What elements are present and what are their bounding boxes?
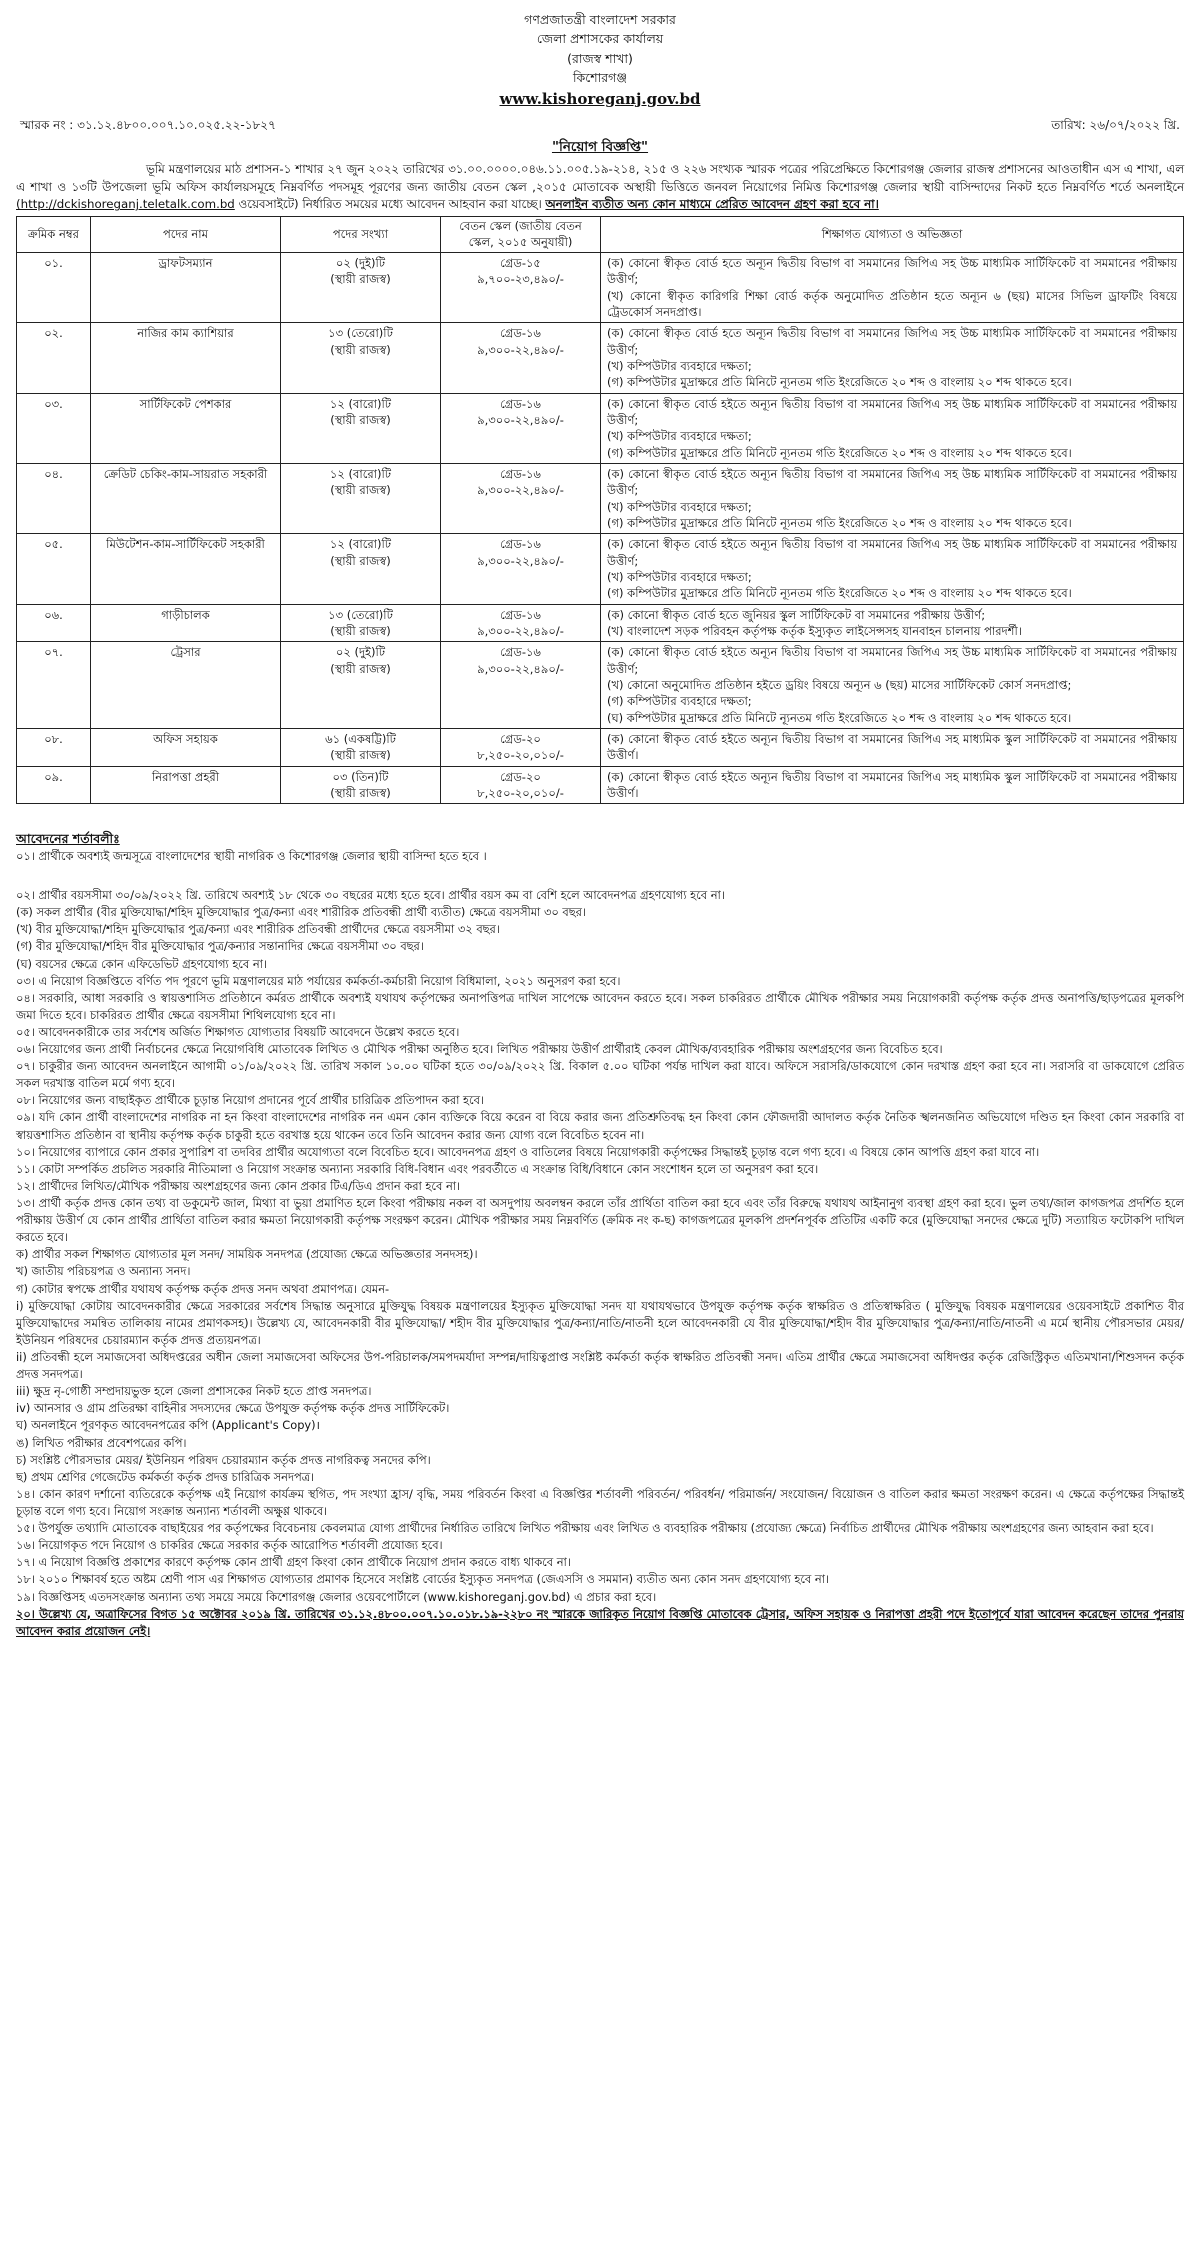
qualification-line: (খ) কম্পিউটার ব্যবহারে দক্ষতা; [607, 499, 752, 514]
qualification-line: (ক) কোনো স্বীকৃত বোর্ড হইতে অন্যূন দ্বিতীয় বিভাগ বা সমমানের জিপিএ সহ উচ্চ মাধ্যমিক সার্টিফিকেট বা সমমানের পরীক্ষায় উত্তীর্ণ; [607, 466, 1177, 498]
post-count-type: (স্থায়ী রাজস্ব) [330, 661, 391, 676]
qualification-line: (গ) কম্পিউটার মুদ্রাক্ষরে প্রতি মিনিটে ন্যূনতম গতি ইংরেজিতে ২০ শব্দ ও বাংলায় ২০ শব্দ থাকতে হবে। [607, 586, 1072, 601]
cell-qualification [601, 534, 1184, 604]
serial-text: ০৪. [44, 466, 63, 481]
cell-scale [441, 642, 601, 729]
serial-text: ০৯. [44, 769, 63, 784]
cell-serial [17, 642, 91, 729]
cell-serial [17, 728, 91, 766]
pay-scale: ৯,৩০০-২২,৪৯০/- [477, 342, 564, 357]
pay-grade: গ্রেড-১৬ [500, 537, 541, 552]
condition-item: গ) কোটার স্বপক্ষে প্রার্থীর যথাযথ কর্তৃপক্ষ কর্তৃক প্রদত্ত সনদ অথবা প্রমাণপত্র। যেমন- [16, 1281, 390, 1296]
cell-post [91, 393, 281, 463]
condition-item: (খ) বীর মুক্তিযোদ্ধা/শহিদ মুক্তিযোদ্ধার পুত্র/কন্যা এবং শারীরিক প্রতিবন্ধী প্রার্থীদের ক্ষেত্রে বয়সসীমা ৩২ বছর। [16, 922, 500, 937]
post-name: সার্টিফিকেট পেশকার [139, 396, 232, 411]
qualification-line: (ক) কোনো স্বীকৃত বোর্ড হইতে অন্যূন দ্বিতীয় বিভাগ বা সমমানের জিপিএ সহ উচ্চ মাধ্যমিক সার্টিফিকেট বা সমমানের পরীক্ষায় উত্তীর্ণ; [607, 396, 1177, 427]
post-name: ট্রেসার [170, 645, 201, 660]
letterhead [16, 10, 1184, 111]
qualification-line: (খ) কোনো অনুমোদিত প্রতিষ্ঠান হইতে ড্রয়িং বিষয়ে অন্যূন ৬ (ছয়) মাসের সার্টিফিকেট কোর্স সনদপ্রাপ্ত; [607, 677, 1072, 692]
qualification-line: (ক) কোনো স্বীকৃত বোর্ড হতে জুনিয়র স্কুল সার্টিফিকেট বা সমমানের পরীক্ষায় উত্তীর্ণ; [607, 607, 986, 622]
condition-item: (ঘ) বয়সের ক্ষেত্রে কোন এফিডেভিট গ্রহণযোগ্য হবে না। [16, 956, 268, 971]
cell-serial [17, 766, 91, 804]
cell-count [281, 393, 441, 463]
condition-item: ছ) প্রথম শ্রেণির গেজেটেড কর্মকর্তা কর্তৃক প্রদত্ত চারিত্রিক সনদপত্র। [16, 1469, 315, 1484]
table-row [17, 253, 1184, 323]
cell-serial [17, 323, 91, 393]
website-link[interactable]: www.kishoreganj.gov.bd [499, 89, 701, 108]
intro-paragraph [16, 161, 1184, 214]
table-row [17, 463, 1184, 533]
posts-table [16, 216, 1184, 804]
header-qualification: শিক্ষাগত যোগ্যতা ও অভিজ্ঞতা [601, 217, 1184, 253]
qualification-line: (খ) কোনো স্বীকৃত কারিগরি শিক্ষা বোর্ড কর্তৃক অনুমোদিত প্রতিষ্ঠান হতে অন্যূন ৬ (ছয়) মাসের সিভিল ড্রাফটিং বিষয়ে ট্রেডকোর্স সনদপ্রাপ্ত। [607, 288, 1177, 320]
table-row [17, 534, 1184, 604]
header-count: পদের সংখ্যা [281, 217, 441, 253]
condition-items [16, 887, 1184, 1606]
serial-text: ০৮. [44, 731, 63, 746]
post-count: ০২ (দুই)টি [335, 645, 386, 660]
pay-grade: গ্রেড-২০ [500, 731, 541, 746]
post-count: ১২ (বারো)টি [329, 396, 392, 411]
condition-item: ১২। প্রার্থীদের লিখিত/মৌখিক পরীক্ষায় অংশগ্রহণের জন্য কোন প্রকার টিএ/ডিএ প্রদান করা হবে না। [16, 1178, 461, 1193]
cell-count [281, 463, 441, 533]
post-name: নাজির কাম ক্যাশিয়ার [137, 326, 234, 341]
table-row [17, 323, 1184, 393]
pay-grade: গ্রেড-১৬ [500, 396, 541, 411]
cell-scale [441, 604, 601, 642]
header-serial: ক্রমিক নম্বর [17, 217, 91, 253]
cell-serial [17, 463, 91, 533]
cell-post [91, 604, 281, 642]
condition-item: ০৯। যদি কোন প্রার্থী বাংলাদেশের নাগরিক না হন কিংবা বাংলাদেশের নাগরিক নন এমন কোন ব্যক্তিকে বিয়ে করেন বা বিয়ে করার জন্য প্রতিশ্রুতিবদ্ধ হন কিংবা কোন ফৌজদারী আদালত কর্তৃক নৈতিক স্খলনজনিত অভিযোগে দণ্ডিত হন কিংবা কোন সরকারি বা স্বায়ত্তশাসিত প্রতিষ্ঠান বা স্থানীয় কর্তৃপক্ষ কর্তৃক চাকুরী হতে বরখাস্ত হয়ে থাকেন তবে তিনি আবেদন করার জন্য যোগ্য বলে বিবেচিত হবেন না। [16, 1110, 1184, 1142]
table-row [17, 604, 1184, 642]
cell-scale [441, 534, 601, 604]
post-count: ৬১ (একষট্টি)টি [325, 731, 396, 746]
qualification-line: (গ) কম্পিউটার ব্যবহারে দক্ষতা; [607, 694, 752, 709]
cell-serial [17, 393, 91, 463]
cell-post [91, 323, 281, 393]
pay-scale: ৮,২৫০-২০,০১০/- [477, 785, 564, 800]
post-name: নিরাপত্তা প্রহরী [151, 769, 220, 784]
pay-scale: ৮,২৫০-২০,০১০/- [477, 748, 564, 763]
condition-item: ০৫। আবেদনকারীকে তার সর্বশেষ অর্জিত শিক্ষাগত যোগ্যতার বিষয়টি আবেদনে উল্লেখ করতে হবে। [16, 1024, 460, 1039]
cell-scale [441, 323, 601, 393]
post-count: ১৩ (তেরো)টি [328, 607, 393, 622]
condition-item: ০৭। চাকুরীর জন্য আবেদন অনলাইনে আগামী ০১/০৯/২০২২ খ্রি. তারিখ সকাল ১০.০০ ঘটিকা হতে ৩০/০৯/২০২২ খ্রি. বিকাল ৫.০০ ঘটিকা পর্যন্ত দাখিল করা যাবে। অফিসে সরাসরি/ডাকযোগে কোন দরখাস্ত গ্রহণ করা হবে না। সরাসরি বা ডাকযোগে প্রেরিত সকল দরখাস্ত বাতিল মর্মে গণ্য হবে। [16, 1059, 1184, 1091]
condition-item: ০৩। এ নিয়োগ বিজ্ঞপ্তিতে বর্ণিত পদ পূরণে ভূমি মন্ত্রণালয়ের মাঠ পর্যায়ের কর্মকর্তা-কর্মচারী নিয়োগ বিধিমালা, ২০২১ অনুসরণ করা হবে। [16, 973, 621, 988]
pay-grade: গ্রেড-১৬ [500, 326, 541, 341]
condition-item: খ) জাতীয় পরিচয়পত্র ও অন্যান্য সনদ। [16, 1264, 191, 1279]
qualification-line: (খ) কম্পিউটার ব্যবহারে দক্ষতা; [607, 429, 752, 444]
cell-qualification [601, 728, 1184, 766]
conditions-list [16, 848, 1184, 1640]
cell-scale [441, 766, 601, 804]
condition-last: ২০। উল্লেখ্য যে, অত্রাফিসের বিগত ১৫ অক্টোবর ২০১৯ খ্রি. তারিখের ৩১.১২.৪৮০০.০০৭.১০.০১৮.১৯-২২৮০ নং স্মারকে জারিকৃত নিয়োগ বিজ্ঞপ্তি মোতাবেক ট্রেসার, অফিস সহায়ক ও নিরাপত্তা প্রহরী পদে ইতোপূর্বে যারা আবেদন করেছেন তাদের পুনরায় আবেদন করার প্রয়োজন নেই। [16, 1606, 1184, 1638]
cell-post [91, 534, 281, 604]
qualification-line: (খ) কম্পিউটার ব্যবহারে দক্ষতা; [607, 569, 752, 584]
condition-item: ঘ) অনলাইনে পূরণকৃত আবেদনপত্রের কপি (Applicant's Copy)। [16, 1418, 320, 1433]
cell-post [91, 728, 281, 766]
cell-scale [441, 728, 601, 766]
qualification-line: (খ) বাংলাদেশ সড়ক পরিবহন কর্তৃপক্ষ কর্তৃক ইস্যুকৃত লাইসেন্সসহ যানবাহন চালনায় পারদর্শী। [607, 623, 1022, 638]
post-count: ১৩ (তেরো)টি [328, 326, 393, 341]
intro-after-link: ওয়েবসাইটে) নির্ধারিত সময়ের মধ্যে আবেদন আহবান করা যাচ্ছে। [234, 197, 546, 212]
post-count-type: (স্থায়ী রাজস্ব) [330, 412, 391, 427]
cell-count [281, 728, 441, 766]
post-name: গাড়ীচালক [161, 607, 210, 622]
pay-grade: গ্রেড-২০ [500, 769, 541, 784]
table-row [17, 642, 1184, 729]
post-count: ১২ (বারো)টি [329, 537, 392, 552]
post-count: ০২ (দুই)টি [335, 256, 386, 271]
section-name: (রাজস্ব শাখা) [567, 50, 633, 66]
memo-row [16, 117, 1184, 134]
cell-serial [17, 253, 91, 323]
post-count-type: (স্থায়ী রাজস্ব) [330, 623, 391, 638]
pay-scale: ৯,৩০০-২২,৪৯০/- [477, 661, 564, 676]
qualification-line: (ক) কোনো স্বীকৃত বোর্ড হইতে অন্যূন দ্বিতীয় বিভাগ বা সমমানের জিপিএ সহ উচ্চ মাধ্যমিক সার্টিফিকেট বা সমমানের পরীক্ষায় উত্তীর্ণ; [607, 645, 1177, 676]
table-header-row [17, 217, 1184, 253]
cell-qualification [601, 253, 1184, 323]
condition-item: iv) আনসার ও গ্রাম প্রতিরক্ষা বাহিনীর সদস্যদের ক্ষেত্রে উপযুক্ত কর্তৃপক্ষ কর্তৃক প্রদত্ত সার্টিফিকেট। [16, 1401, 450, 1416]
post-count: ০৩ (তিন)টি [332, 769, 389, 784]
cell-post [91, 642, 281, 729]
condition-item: ঙ) লিখিত পরীক্ষার প্রবেশপত্রের কপি। [16, 1435, 187, 1450]
condition-item: (ক) সকল প্রার্থীর (বীর মুক্তিযোদ্ধা/শহিদ মুক্তিযোদ্ধার পুত্র/কন্যা এবং শারীরিক প্রতিবন্ধী প্রার্থী ব্যতীত) ক্ষেত্রে বয়সসীমা ৩০ বছর। [16, 905, 586, 920]
condition-item: ১০। নিয়োগের ব্যাপারে কোন প্রকার সুপারিশ বা তদবির প্রার্থীর অযোগ্যতা বলে বিবেচিত হবে। আবেদনপত্র গ্রহণ ও বাতিলের বিষয়ে নিয়োগকারী কর্তৃপক্ষের সিদ্ধান্তই চূড়ান্ত বলে গণ্য হবে। এ বিষয়ে কোন আপত্তি গ্রহণ করা যাবে না। [16, 1144, 1040, 1159]
pay-scale: ৯,৭০০-২৩,৪৯০/- [477, 272, 564, 287]
memo-date: তারিখ: ২৬/০৭/২০২২ খ্রি. [1051, 117, 1180, 132]
teletalk-link[interactable]: (http://dckishoreganj.teletalk.com.bd [16, 197, 235, 212]
condition-item: চ) সংশ্লিষ্ট পৌরসভার মেয়র/ ইউনিয়ন পরিষদ চেয়ারম্যান কর্তৃক প্রদত্ত নাগরিকত্ব সনদের কপি। [16, 1452, 431, 1467]
post-name: ক্রেডিট চেকিং-কাম-সায়রাত সহকারী [103, 466, 268, 481]
serial-text: ০৭. [44, 645, 63, 660]
condition-item: i) মুক্তিযোদ্ধা কোটায় আবেদনকারীর ক্ষেত্রে সরকারের সর্বশেষ সিদ্ধান্ত অনুসারে মুক্তিযুদ্ধ বিষয়ক মন্ত্রণালয়ের ইস্যুকৃত মুক্তিযোদ্ধা সনদ যা যথাযথভাবে উপযুক্ত কর্তৃপক্ষ কর্তৃক স্বাক্ষরিত ও প্রতিস্বাক্ষরিত ( মুক্তিযুদ্ধ বিষয়ক মন্ত্রণালয়ের ওয়েবসাইটে প্রকাশিত বীর মুক্তিযোদ্ধাদের সমন্বিত তালিকায় নামের প্রমাণকসহ)। উল্লেখ্য যে, আবেদনকারী বীর মুক্তিযোদ্ধা/ শহীদ বীর মুক্তিযোদ্ধার পুত্র/কন্যা/নাতি/নাতনী হলে আবেদনকারী যে বীর মুক্তিযোদ্ধা/শহীদ বীর মুক্তিযোদ্ধার পুত্র/কন্যা/নাতি/নাতনী এ মর্মে স্থানীয় পৌরসভার মেয়র/ইউনিয়ন পরিষদের চেয়ারম্যান কর্তৃক প্রদত্ত প্রত্যয়নপত্র। [16, 1298, 1184, 1347]
post-count-type: (স্থায়ী রাজস্ব) [330, 553, 391, 568]
cell-post [91, 766, 281, 804]
cell-count [281, 766, 441, 804]
cell-scale [441, 393, 601, 463]
post-count-type: (স্থায়ী রাজস্ব) [330, 748, 391, 763]
condition-item: ০৮। নিয়োগের জন্য বাছাইকৃত প্রার্থীকে চূড়ান্ত নিয়োগ প্রদানের পূর্বে প্রার্থীর চারিত্রিক প্রতিপাদন করা হবে। [16, 1093, 485, 1108]
condition-item: ০৬। নিয়োগের জন্য প্রার্থী নির্বাচনের ক্ষেত্রে নিয়োগবিধি মোতাবেক লিখিত ও মৌখিক পরীক্ষা অনুষ্ঠিত হবে। লিখিত পরীক্ষায় উত্তীর্ণ প্রার্থীরাই কেবল মৌখিক/ব্যবহারিক পরীক্ষায় অংশগ্রহণের জন্য বিবেচিত হবে। [16, 1042, 943, 1057]
cell-count [281, 534, 441, 604]
govt-name: গণপ্রজাতন্ত্রী বাংলাদেশ সরকার [524, 12, 676, 27]
qualification-line: (ক) কোনো স্বীকৃত বোর্ড হইতে অন্যূন দ্বিতীয় বিভাগ বা সমমানের জিপিএ সহ মাধ্যমিক স্কুল সার্টিফিকেট বা সমমানের পরীক্ষায় উত্তীর্ণ। [607, 731, 1177, 763]
cell-count [281, 323, 441, 393]
condition-item: ০২। প্রার্থীর বয়সসীমা ৩০/০৯/২০২২ খ্রি. তারিখে অবশ্যই ১৮ থেকে ৩০ বছরের মধ্যে হতে হবে। প্রার্থীর বয়স কম বা বেশি হলে আবেদনপত্র গ্রহণযোগ্য হবে না। [16, 888, 725, 903]
office-name: জেলা প্রশাসকের কার্যালয় [536, 31, 664, 47]
post-count-type: (স্থায়ী রাজস্ব) [330, 785, 391, 800]
online-only-warning: অনলাইন ব্যতীত অন্য কোন মাধ্যমে প্রেরিত আবেদন গ্রহণ করা হবে না। [545, 197, 879, 212]
condition-item: ১৩। প্রার্থী কর্তৃক প্রদত্ত কোন তথ্য বা ডকুমেন্ট জাল, মিথ্যা বা ভুয়া প্রমাণিত হলে কিংবা পরীক্ষায় নকল বা অসদুপায় অবলম্বন করলে তাঁর প্রার্থিতা বাতিল করা হবে এবং তাঁর বিরুদ্ধে যথাযথ আইনানুগ ব্যবস্থা গ্রহণ করা হবে। ভুল তথ্য/জাল কাগজপত্র প্রদর্শিত হলে পরীক্ষায় উত্তীর্ণ যে কোন প্রার্থীর প্রার্থিতা বাতিল করার ক্ষমতা নিয়োগকারী কর্তৃপক্ষ সংরক্ষণ করেন। মৌখিক পরীক্ষার সময় নিম্নবর্ণিত (ক্রমিক নং ক-ছ) কাগজপত্রের মূলকপি প্রদর্শনপূর্বক প্রতিটির একটি করে (মুক্তিযোদ্ধা সনদের ক্ষেত্রে দুটি) সত্যায়িত ফটোকপি দাখিল করতে হবে। [16, 1196, 1184, 1245]
qualification-line: (গ) কম্পিউটার মুদ্রাক্ষরে প্রতি মিনিটে ন্যূনতম গতি ইংরেজিতে ২০ শব্দ ও বাংলায় ২০ শব্দ থাকতে হবে। [607, 375, 1072, 390]
qualification-line: (ক) কোনো স্বীকৃত বোর্ড হতে অন্যূন দ্বিতীয় বিভাগ বা সমমানের জিপিএ সহ উচ্চ মাধ্যমিক সার্টিফিকেট বা সমমানের পরীক্ষায় উত্তীর্ণ; [607, 326, 1177, 357]
header-post: পদের নাম [91, 217, 281, 253]
cell-scale [441, 253, 601, 323]
condition-item: ১৭। এ নিয়োগ বিজ্ঞপ্তি প্রকাশের কারণে কর্তৃপক্ষ কোন প্রার্থী গ্রহণ কিংবা কোন প্রার্থীকে নিয়োগ প্রদান করতে বাধ্য থাকবে না। [16, 1555, 571, 1570]
post-name: অফিস সহায়ক [153, 731, 218, 746]
pay-scale: ৯,৩০০-২২,৪৯০/- [477, 412, 564, 427]
condition-item: ১১। কোটা সম্পর্কিত প্রচলিত সরকারি নীতিমালা ও নিয়োগ সংক্রান্ত অন্যান্য সরকারি বিধি-বিধান এবং পরবর্তীতে এ সংক্রান্ত বিধি/বিধানে কোন সংশোধন হলে তা অনুসরণ করা হবে। [16, 1161, 819, 1176]
post-count-type: (স্থায়ী রাজস্ব) [330, 483, 391, 498]
pay-grade: গ্রেড-১৬ [500, 466, 541, 481]
serial-text: ০২. [44, 326, 63, 341]
cell-post [91, 253, 281, 323]
cell-scale [441, 463, 601, 533]
cell-qualification [601, 393, 1184, 463]
post-count-type: (স্থায়ী রাজস্ব) [330, 342, 391, 357]
qualification-line: (গ) কম্পিউটার মুদ্রাক্ষরে প্রতি মিনিটে ন্যূনতম গতি ইংরেজিতে ২০ শব্দ ও বাংলায় ২০ শব্দ থাকতে হবে। [607, 515, 1072, 530]
conditions-title: আবেদনের শর্তাবলীঃ [16, 831, 120, 847]
cell-qualification [601, 463, 1184, 533]
qualification-line: (গ) কম্পিউটার মুদ্রাক্ষরে প্রতি মিনিটে ন্যূনতম গতি ইংরেজিতে ২০ শব্দ ও বাংলায় ২০ শব্দ থাকতে হবে। [607, 445, 1072, 460]
post-count: ১২ (বারো)টি [329, 466, 392, 481]
cell-serial [17, 604, 91, 642]
condition-item: ০৪। সরকারি, আধা সরকারি ও স্বায়ত্তশাসিত প্রতিষ্ঠানে কর্মরত প্রার্থীকে অবশ্যই যথাযথ কর্তৃপক্ষের অনাপত্তিপত্র দাখিল সাপেক্ষে আবেদন করতে হবে। সকল চাকরিরত প্রার্থীকে মৌখিক পরীক্ষার সময় নিয়োগকারী কর্তৃপক্ষ কর্তৃক প্রদত্ত অনাপত্তি/ছাড়পত্রের মূলকপি জমা দিতে হবে। চাকরিরত প্রার্থীর ক্ষেত্রে বয়সসীমা শিথিলযোগ্য হবে না। [16, 990, 1184, 1022]
cell-qualification [601, 323, 1184, 393]
cell-serial [17, 534, 91, 604]
table-row [17, 766, 1184, 804]
pay-grade: গ্রেড-১৬ [500, 645, 541, 660]
post-name: মিউটেশন-কাম-সার্টিফিকেট সহকারী [106, 537, 265, 552]
header-scale: বেতন স্কেল (জাতীয় বেতন স্কেল, ২০১৫ অনুযায়ী) [441, 217, 601, 253]
qualification-line: (ক) কোনো স্বীকৃত বোর্ড হইতে অন্যূন দ্বিতীয় বিভাগ বা সমমানের জিপিএ সহ মাধ্যমিক স্কুল সার্টিফিকেট বা সমমানের পরীক্ষায় উত্তীর্ণ। [607, 769, 1177, 800]
cell-qualification [601, 642, 1184, 729]
pay-scale: ৯,৩০০-২২,৪৯০/- [477, 483, 564, 498]
qualification-line: (ক) কোনো স্বীকৃত বোর্ড হতে অন্যূন দ্বিতীয় বিভাগ বা সমমানের জিপিএ সহ উচ্চ মাধ্যমিক সার্টিফিকেট বা সমমানের পরীক্ষায় উত্তীর্ণ; [607, 256, 1177, 287]
condition-item: ক) প্রার্থীর সকল শিক্ষাগত যোগ্যতার মূল সনদ/ সাময়িক সনদপত্র (প্রযোজ্য ক্ষেত্রে অভিজ্ঞতার সনদসহ)। [16, 1247, 478, 1262]
condition-item: ১৮। ২০১০ শিক্ষাবর্ষ হতে অষ্টম শ্রেণী পাস এর শিক্ষাগত যোগ্যতার প্রমাণক হিসেবে সংশ্লিষ্ট বোর্ডের ইস্যুকৃত সনদপত্র (জেএসসি ও সমমান) ব্যতীত অন্য কোন সনদ গ্রহণযোগ্য হবে না। [16, 1572, 830, 1587]
condition-item: ii) প্রতিবন্ধী হলে সমাজসেবা অধিদপ্তরের অধীন জেলা সমাজসেবা অফিসের উপ-পরিচালক/সমপদমর্যাদা সম্পন্ন/দায়িত্বপ্রাপ্ত সংশ্লিষ্ট কর্মকর্তা কর্তৃক স্বাক্ষরিত প্রতিবন্ধী সনদ। এতিম প্রার্থীর ক্ষেত্রে সমাজসেবা অধিদপ্তর কর্তৃক রেজিস্ট্রিকৃত এতিমখানা/শিশুসদন কর্তৃক প্রদত্ত সনদপত্র। [16, 1350, 1184, 1382]
table-row [17, 728, 1184, 766]
cell-count [281, 604, 441, 642]
serial-text: ০৫. [44, 537, 63, 552]
condition-item: iii) ক্ষুদ্র নৃ-গোষ্ঠী সম্প্রদায়ভুক্ত হলে জেলা প্রশাসকের নিকট হতে প্রাপ্ত সনদপত্র। [16, 1384, 372, 1399]
condition-item: ১৫। উপর্যুক্ত তথ্যাদি মোতাবেক বাছাইয়ের পর কর্তৃপক্ষের বিবেচনায় কেবলমাত্র যোগ্য প্রার্থীদের নির্ধারিত তারিখে লিখিত পরীক্ষায় এবং লিখিত ও ব্যবহারিক পরীক্ষায় (প্রযোজ্য ক্ষেত্রে) নির্বাচিত প্রার্থীদের মৌখিক পরীক্ষায় অংশগ্রহণের জন্য আহবান করা হবে। [16, 1521, 1154, 1536]
pay-scale: ৯,৩০০-২২,৪৯০/- [477, 553, 564, 568]
condition-item: ০১। প্রার্থীকে অবশ্যই জন্মসূত্রে বাংলাদেশের স্থায়ী নাগরিক ও কিশোরগঞ্জ জেলার স্থায়ী বাসিন্দা হতে হবে । [16, 848, 487, 863]
condition-item: ১৯। বিজ্ঞপ্তিসহ এতদসংক্রান্ত অন্যান্য তথ্য সময়ে সময়ে কিশোরগঞ্জ জেলার ওয়েবপোর্টালে (www.kishoreganj.gov.bd) এ প্রচার করা হবে। [16, 1589, 657, 1604]
post-count-type: (স্থায়ী রাজস্ব) [330, 272, 391, 287]
district-name: কিশোরগঞ্জ [572, 70, 628, 86]
posts-table-body [17, 253, 1184, 804]
pay-scale: ৯,৩০০-২২,৪৯০/- [477, 623, 564, 638]
condition-item: (গ) বীর মুক্তিযোদ্ধা/শহিদ বীর মুক্তিযোদ্ধার পুত্র/কন্যার সন্তানাদির ক্ষেত্রে বয়সসীমা ৩০ বছর। [16, 939, 424, 954]
condition-item: ১৪। কোন কারণ দর্শানো ব্যতিরেকে কর্তৃপক্ষ এই নিয়োগ কার্যক্রম স্থগিত, পদ সংখ্যা হ্রাস/ বৃদ্ধি, সময় পরিবর্তন কিংবা এ বিজ্ঞপ্তির শর্তাবলী পরিবর্তন/ পরিবর্ধন/ পরিমার্জন/ সংযোজন/ বিয়োজন ও বাতিল করার ক্ষমতা সংরক্ষণ করেন। এ ক্ষেত্রে কর্তৃপক্ষের সিদ্ধান্তই চূড়ান্ত বলে গণ্য হবে। নিয়োগ সংক্রান্ত অন্যান্য শর্তাবলী অক্ষুণ্ণ থাকবে। [16, 1486, 1184, 1518]
cell-count [281, 642, 441, 729]
condition-gap [16, 865, 1184, 887]
notice-title: "নিয়োগ বিজ্ঞপ্তি" [551, 138, 649, 155]
cell-qualification [601, 766, 1184, 804]
pay-grade: গ্রেড-১৬ [500, 607, 541, 622]
serial-text: ০১. [44, 256, 63, 271]
qualification-line: (ক) কোনো স্বীকৃত বোর্ড হইতে অন্যূন দ্বিতীয় বিভাগ বা সমমানের জিপিএ সহ উচ্চ মাধ্যমিক সার্টিফিকেট বা সমমানের পরীক্ষায় উত্তীর্ণ; [607, 537, 1177, 568]
table-row [17, 393, 1184, 463]
pay-grade: গ্রেড-১৫ [500, 256, 541, 271]
serial-text: ০৬. [44, 607, 63, 622]
qualification-line: (ঘ) কম্পিউটার মুদ্রাক্ষরে প্রতি মিনিটে ন্যূনতম গতি ইংরেজিতে ২০ শব্দ ও বাংলায় ২০ শব্দ থাকতে হবে। [607, 710, 1072, 725]
post-name: ড্রাফটসম্যান [158, 256, 213, 271]
cell-count [281, 253, 441, 323]
cell-qualification [601, 604, 1184, 642]
serial-text: ০৩. [44, 396, 63, 411]
qualification-line: (খ) কম্পিউটার ব্যবহারে দক্ষতা; [607, 359, 752, 373]
cell-post [91, 463, 281, 533]
memo-number: স্মারক নং : ৩১.১২.৪৮০০.০০৭.১০.০২৫.২২-১৮২৭ [20, 117, 276, 132]
condition-item: ১৬। নিয়োগকৃত পদে নিয়োগ ও চাকরির ক্ষেত্রে সরকার কর্তৃক আরোপিত শর্তাবলী প্রযোজ্য হবে। [16, 1538, 443, 1553]
intro-text: ভূমি মন্ত্রণালয়ের মাঠ প্রশাসন-১ শাখার ২৭ জুন ২০২২ তারিখের ৩১.০০.০০০০.০৪৬.১১.০০৫.১৯-২১৪, ২১৫ ও ২২৬ সংখ্যক স্মারক পত্রের পরিপ্রেক্ষিতে কিশোরগঞ্জ জেলার রাজস্ব প্রশাসনের আওতাধীন এস এ শাখা, এল এ শাখা ও ১৩টি উপজেলা ভূমি অফিস কার্যালয়সমূহে নিম্নবর্ণিত পদসমূহ পূরণের জন্য জাতীয় বেতন স্কেল ,২০১৫ মোতাবেক অস্থায়ী ভিত্তিতে জনবল নিয়োগের নিমিত্ত কিশোরগঞ্জ জেলার স্থায়ী বাসিন্দাদের নিকট হতে নিম্নবর্ণিত শর্তে অনলাইনে [16, 161, 1184, 194]
